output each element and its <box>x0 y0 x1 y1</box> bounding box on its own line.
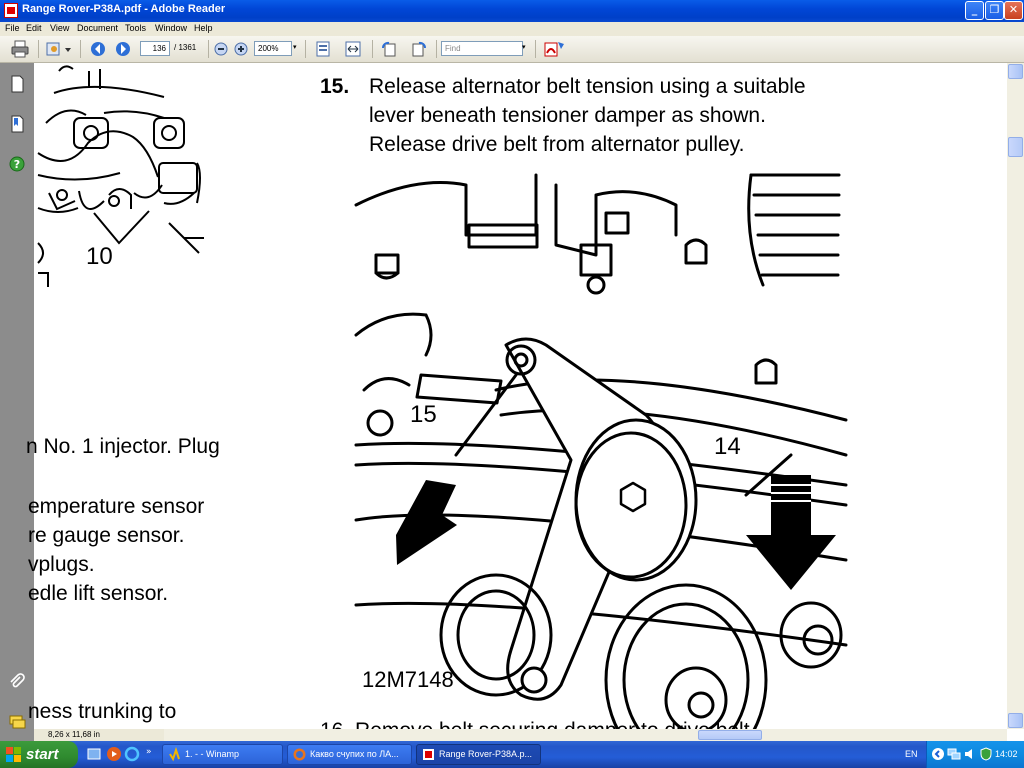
pages-panel-icon[interactable] <box>8 75 26 93</box>
start-label: start <box>26 746 59 763</box>
windows-logo-icon <box>6 747 21 762</box>
menu-window[interactable]: Window <box>155 23 188 33</box>
rotate-right-icon[interactable] <box>410 40 428 58</box>
window-title: Range Rover-P38A.pdf - Adobe Reader <box>22 3 226 15</box>
title-bar <box>0 0 1024 22</box>
zoom-in-icon[interactable] <box>234 40 248 58</box>
left-column-line: edle lift sensor. <box>28 582 169 605</box>
language-indicator[interactable]: EN <box>905 749 918 759</box>
find-input[interactable]: Find <box>441 41 523 56</box>
step-text-line: Release drive belt from alternator pulley. <box>369 133 745 156</box>
attachments-icon[interactable] <box>8 673 26 691</box>
menu-bar <box>0 22 1024 36</box>
quick-launch-expand-icon[interactable]: » <box>146 747 152 757</box>
menu-file[interactable]: File <box>5 23 20 33</box>
network-tray-icon[interactable] <box>947 747 961 761</box>
scroll-down-arrow[interactable] <box>1008 713 1023 728</box>
next-page-icon[interactable] <box>115 40 131 58</box>
minimize-button[interactable]: _ <box>965 1 984 20</box>
menu-edit[interactable]: Edit <box>26 23 42 33</box>
rotate-left-icon[interactable] <box>380 40 398 58</box>
task-label: Range Rover-P38A.p... <box>439 749 533 759</box>
figure-callout-14: 14 <box>714 433 741 460</box>
left-column-line: emperature sensor <box>28 495 205 518</box>
taskbar <box>0 741 1024 768</box>
figure-callout-10: 10 <box>86 243 113 270</box>
step-text-line: Release alternator belt tension using a suitable <box>369 75 806 98</box>
engine-figure-fragment <box>34 63 204 298</box>
left-column-line: ness trunking to <box>28 700 177 723</box>
zoom-out-icon[interactable] <box>214 40 228 58</box>
page-number-input[interactable]: 136 <box>140 41 170 56</box>
firefox-icon <box>293 748 306 761</box>
left-column-line: n No. 1 injector. Plug <box>26 435 220 458</box>
winamp-icon <box>168 748 181 761</box>
document-view[interactable] <box>26 63 1007 729</box>
show-desktop-icon[interactable] <box>86 746 102 762</box>
comments-icon[interactable] <box>8 713 26 731</box>
bookmarks-panel-icon[interactable] <box>8 115 26 133</box>
task-label: 1. - - Winamp <box>185 749 240 759</box>
clock[interactable]: 14:02 <box>995 749 1018 759</box>
security-tray-icon[interactable] <box>979 747 993 761</box>
svg-text:?: ? <box>13 158 21 171</box>
tensioner-illustration <box>356 175 846 705</box>
help-icon[interactable] <box>8 155 26 173</box>
restore-button[interactable]: ❐ <box>985 1 1004 20</box>
adobe-reader-icon <box>4 3 18 18</box>
menu-document[interactable]: Document <box>77 23 119 33</box>
zoom-level-field[interactable]: 200% <box>254 41 292 56</box>
print-icon[interactable] <box>10 40 30 58</box>
previous-page-icon[interactable] <box>90 40 106 58</box>
find-dropdown-icon[interactable]: ▾ <box>522 44 526 51</box>
system-tray <box>926 741 1024 768</box>
menu-help[interactable]: Help <box>194 23 213 33</box>
vertical-scroll-thumb[interactable] <box>1008 137 1023 157</box>
menu-view[interactable]: View <box>50 23 70 33</box>
close-button[interactable]: ✕ <box>1004 1 1023 20</box>
figure-code: 12M7148 <box>362 667 454 692</box>
vertical-scrollbar[interactable] <box>1007 63 1024 729</box>
step-text-line: lever beneath tensioner damper as shown. <box>369 104 766 127</box>
figure-callout-15: 15 <box>410 401 437 428</box>
step-number: 15. <box>320 75 350 98</box>
navigation-pane <box>0 63 34 741</box>
toolbar <box>0 36 1024 63</box>
fit-page-icon[interactable] <box>314 40 332 58</box>
back-arrow-tray-icon[interactable] <box>931 747 945 761</box>
adobe-reader-store-icon[interactable] <box>543 40 567 58</box>
page-size-status: 8,26 x 11,68 in <box>34 729 164 741</box>
task-label: Какво счупих по ЛА... <box>310 749 399 759</box>
media-player-icon[interactable] <box>106 746 122 762</box>
internet-explorer-icon[interactable] <box>124 746 140 762</box>
horizontal-scrollbar[interactable] <box>34 729 1007 741</box>
zoom-dropdown-icon[interactable]: ▾ <box>293 44 297 51</box>
menu-tools[interactable]: Tools <box>125 23 147 33</box>
volume-tray-icon[interactable] <box>963 747 977 761</box>
horizontal-scroll-thumb[interactable] <box>698 730 762 740</box>
start-button[interactable] <box>0 741 78 768</box>
left-column-line: vplugs. <box>28 553 95 576</box>
scroll-up-arrow[interactable] <box>1008 64 1023 79</box>
taskbar-item-winamp[interactable] <box>162 744 283 765</box>
fit-width-icon[interactable] <box>344 40 362 58</box>
total-pages-label: / 1361 <box>174 43 197 52</box>
adobe-reader-icon <box>422 748 435 761</box>
taskbar-item-firefox[interactable] <box>287 744 412 765</box>
left-column-line: re gauge sensor. <box>28 524 185 547</box>
collaborate-icon[interactable] <box>45 40 73 58</box>
taskbar-item-adobe-reader[interactable] <box>416 744 541 765</box>
